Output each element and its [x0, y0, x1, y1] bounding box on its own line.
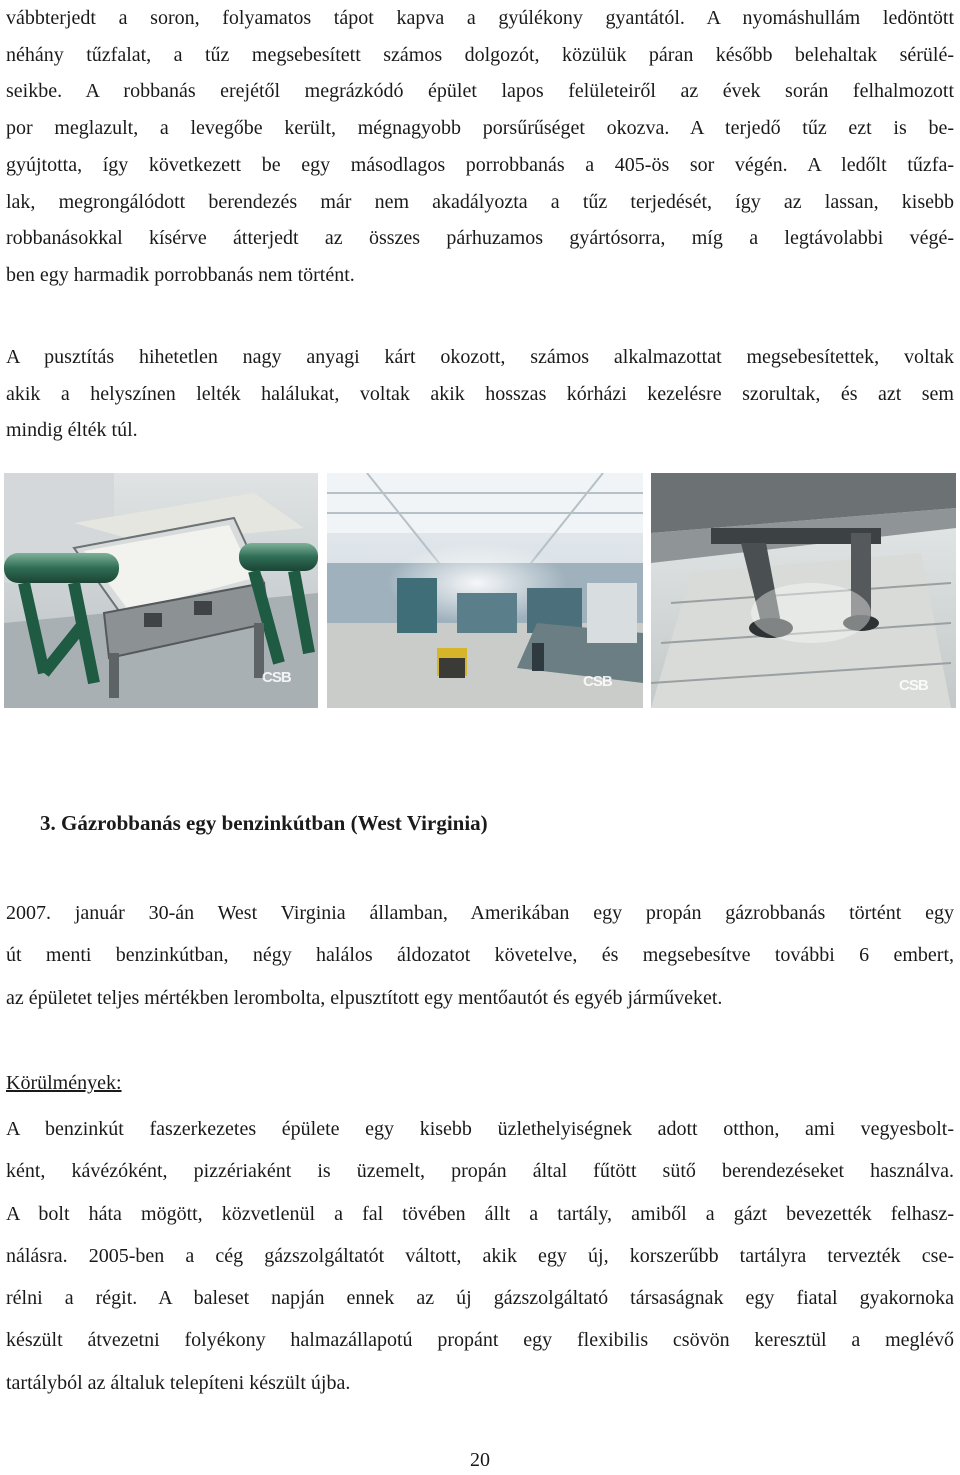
figure-ceiling-duct [651, 473, 956, 708]
text-line: gyújtotta, így következett be egy másodlagos porrobbanás a 405-ös sor végén. A ledőlt tűzfa- [6, 153, 954, 176]
paragraph-incident-summary [6, 892, 954, 1019]
text-line: nálásra. 2005-ben a cég gázszolgáltatót váltott, akik egy új, korszerűbb tartályra tervezték cse- [6, 1244, 954, 1267]
figure-factory-hall [327, 473, 643, 708]
text-line: akik a helyszínen lelték halálukat, voltak akik hosszas kórházi kezelésre szorultak, és azt sem [6, 382, 954, 405]
paragraph-circumstances [6, 1108, 954, 1404]
text-line: 2007. január 30-án West Virginia államban, Amerikában egy propán gázrobbanás történt egy [6, 902, 954, 924]
paragraph-damage [6, 339, 954, 449]
text-line: A benzinkút faszerkezetes épülete egy kisebb üzlethelyiségnek adott otthon, ami vegyesbolt- [6, 1118, 954, 1140]
text-line: vábbterjedt a soron, folyamatos tápot kapva a gyúlékony gyantától. A nyomáshullám ledöntött [6, 7, 954, 29]
csb-logo: CSB [583, 673, 612, 690]
text-line: út menti benzinkútban, négy halálos áldozatot követelve, és megsebesítve további 6 embert, [6, 944, 954, 967]
text-line: az épületet teljes mértékben lerombolta, elpusztított egy mentőautót és egyéb járműveket. [6, 986, 723, 1009]
text-line: lak, megrongálódott berendezés már nem akadályozta a tűz terjedését, így az lassan, kisebb [6, 190, 954, 213]
ceiling-duct-image [651, 473, 956, 708]
section-heading: 3. Gázrobbanás egy benzinkútban (West Virginia) [40, 811, 488, 835]
csb-logo: CSB [262, 669, 291, 686]
text-line: ként, kávézóként, pizzériaként is üzemelt, propán által fűtött sütő berendezéseket használva. [6, 1160, 954, 1183]
text-line: por meglazult, a levegőbe került, mégnagyobb porsűrűséget okozva. A terjedő tűz ezt is be- [6, 117, 954, 140]
text-line: néhány tűzfalat, a tűz megsebesített számos dolgozót, közülük páran később belehaltak sérülé- [6, 43, 954, 66]
text-line: A pusztítás hihetetlen nagy anyagi kárt okozott, számos alkalmazottat megsebesítettek, voltak [6, 346, 954, 368]
text-line: tartályból az általuk telepíteni készült újba. [6, 1371, 351, 1394]
text-line: ben egy harmadik porrobbanás nem történt. [6, 263, 355, 286]
text-line: robbanásokkal kísérve átterjedt az összes párhuzamos gyártósorra, míg a legtávolabbi végé- [6, 227, 954, 250]
text-line: mindig élték túl. [6, 419, 138, 442]
text-line: A bolt háta mögött, közvetlenül a fal tövében állt a tartály, amiből a gázt bevezették felhasz- [6, 1202, 954, 1225]
figure-conveyor-machine [4, 473, 318, 708]
page-number: 20 [470, 1449, 490, 1471]
text-line: seikbe. A robbanás erejétől megrázkódó épület lapos felületeiről az évek során felhalmozott [6, 80, 954, 103]
text-line: rélni a régit. A baleset napján ennek az új gázszolgáltató társaságnak egy fiatal gyakornoka [6, 1287, 954, 1310]
paragraph-dust-explosion-spread [6, 0, 954, 294]
subheading-circumstances: Körülmények: [6, 1072, 122, 1094]
text-line: készült átvezetni folyékony halmazállapotú propánt egy flexibilis csövön keresztül a meglévő [6, 1329, 954, 1352]
csb-logo: CSB [899, 677, 928, 694]
